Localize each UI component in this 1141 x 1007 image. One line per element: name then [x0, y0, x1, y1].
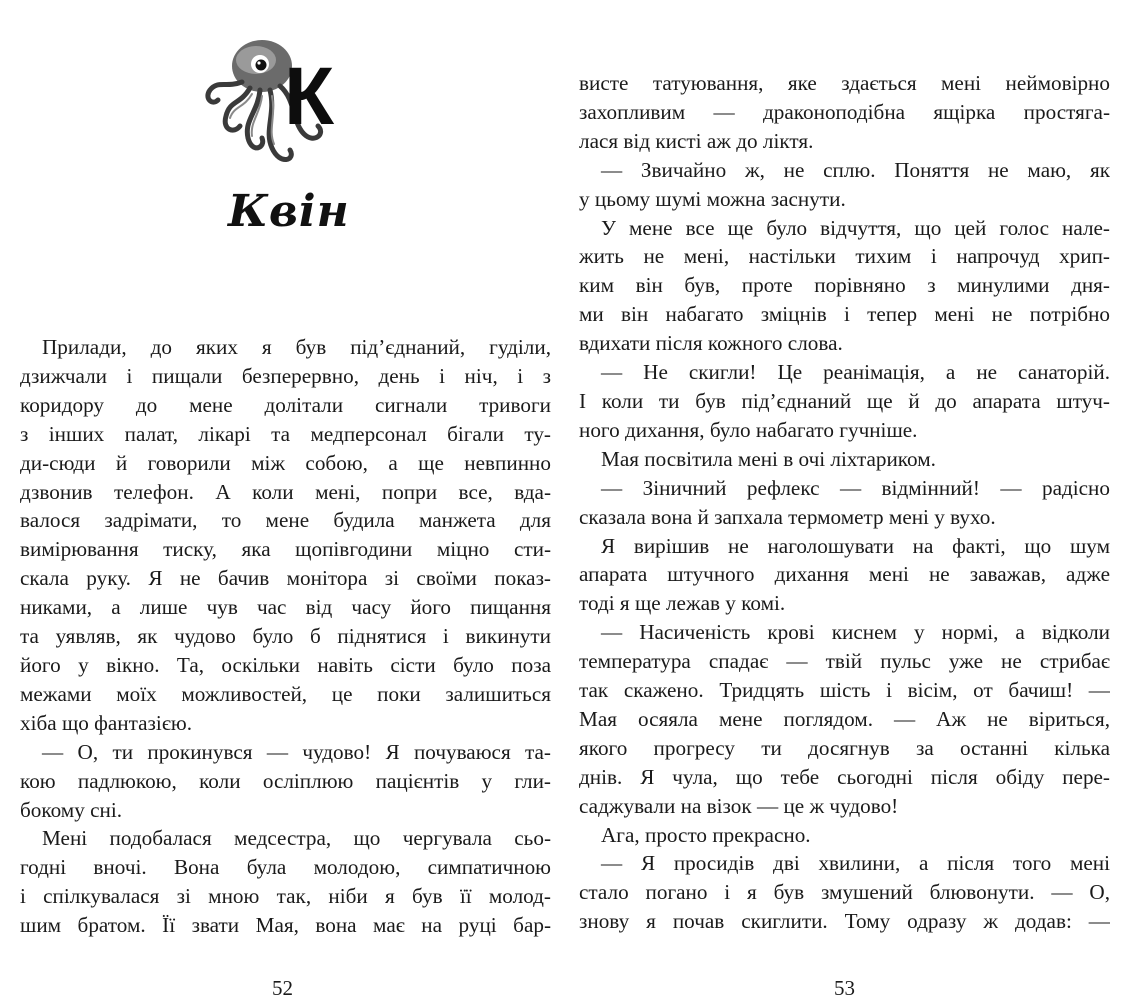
text-line: У мене все ще було відчуття, що цей голос нале- — [601, 215, 1110, 240]
text-line: шим братом. Її звати Мая, вона має на руці бар- — [20, 913, 551, 938]
text-line: ди-сюди й говорили між собою, а ще невпинно — [20, 450, 551, 475]
text-line: та уявляв, як чудово було б піднятися і викинути — [20, 624, 551, 649]
text-line: — Зіничний рефлекс — відмінний! — радісно — [601, 475, 1110, 500]
text-line: никами, а лише чув час від часу його пищання — [20, 595, 551, 620]
text-line: — Насиченість крові киснем у нормі, а відколи — [601, 620, 1110, 645]
text-line: сказала вона й запхала термометр мені у вухо. — [579, 504, 996, 529]
text-line: коридору до мене долітали сигнали тривоги — [20, 392, 551, 417]
text-line: Прилади, до яких я був під’єднаний, гуділи, — [42, 335, 551, 359]
text-line: кою падлюкою, коли осліплюю пацієнтів у гли- — [20, 768, 551, 793]
text-line: знову я почав скиглити. Тому одразу ж додав: — — [579, 909, 1110, 934]
text-line: саджували на візок — це ж чудово! — [579, 793, 899, 818]
text-line: захопливим — драконоподібна ящірка простяга- — [579, 99, 1110, 124]
text-line: Мені подобалася медсестра, що чергувала сьо- — [42, 826, 551, 851]
text-line: — Я просидів дві хвилини, а після того мені — [601, 851, 1110, 876]
text-line: І коли ти був під’єднаний ще й до апарата штуч- — [579, 388, 1110, 413]
text-line: годні вночі. Вона була молодою, симпатичною — [20, 855, 551, 880]
text-line: Мая посвітила мені в очі ліхтариком. — [601, 446, 936, 471]
text-line: валося задрімати, то мене будила манжета для — [20, 508, 551, 533]
text-line: висте татуювання, яке здається мені неймовірно — [579, 71, 1110, 95]
text-line: вимірювання тиску, яка щопівгодини міцно сти- — [20, 537, 551, 562]
text-line: — Не скигли! Це реанімація, а не санаторій. — [601, 360, 1110, 385]
text-line: — Звичайно ж, не сплю. Поняття не маю, як — [601, 157, 1110, 182]
text-line: його у вікно. Та, оскільки навіть сісти було поза — [20, 652, 551, 677]
left-page — [0, 0, 570, 1007]
text-line: ного дихання, було набагато гучніше. — [579, 417, 918, 442]
text-line: дзвонив телефон. А коли мені, попри все, вда- — [20, 479, 551, 504]
left-body-text — [20, 333, 551, 940]
text-line: Мая осяяла мене поглядом. — Аж не віриться, — [579, 706, 1110, 731]
text-line: стало погано і я був змушений блювонути. — О, — [579, 880, 1110, 905]
text-line: у цьому шумі можна заснути. — [579, 186, 846, 211]
text-line: жить не мені, настільки тихим і напрочуд хрип- — [579, 244, 1110, 269]
text-line: апарата штучного дихання мені не заважав, адже — [579, 562, 1110, 587]
text-line: дзижчали і пищали безперервно, день і ніч, і з — [20, 363, 551, 388]
text-line: так скажено. Тридцять шість і вісім, от бачиш! — — [579, 678, 1110, 703]
text-line: якого прогресу ти досягнув за останні кілька — [579, 735, 1110, 760]
chapter-title: Квін — [228, 186, 350, 237]
text-line: межами моїх можливостей, це поки залишиться — [20, 681, 551, 706]
text-line: ким він був, проте порівняно з минулими дня- — [579, 273, 1110, 298]
page-number: 52 — [272, 976, 293, 1000]
text-line: температура спадає — твій пульс уже не стрибає — [579, 649, 1110, 674]
chapter-initial: К — [284, 51, 335, 142]
right-body-text — [579, 69, 1110, 936]
right-page — [570, 0, 1141, 1007]
page-number: 53 — [834, 976, 855, 1000]
text-line: лася від кисті аж до ліктя. — [579, 128, 814, 153]
text-line: тоді я ще лежав у комі. — [579, 591, 786, 616]
text-line: бокому сні. — [20, 797, 123, 822]
text-line: Ага, просто прекрасно. — [601, 822, 811, 847]
text-line: днів. Я чула, що тебе сьогодні після обіду пере- — [579, 764, 1110, 789]
text-line: — О, ти прокинувся — чудово! Я почуваюся та- — [42, 739, 551, 764]
text-line: Я вирішив не наголошувати на факті, що шум — [601, 533, 1110, 558]
text-line: і спілкувалася зі мною так, ніби я був її молод- — [20, 884, 551, 909]
text-line: ми він набагато зміцнів і тепер мені не потрібно — [579, 302, 1110, 327]
text-line: хіба що фантазією. — [20, 710, 193, 735]
text-line: скала руку. Я не бачив монітора зі своїми показ- — [20, 566, 551, 591]
text-line: вдихати після кожного слова. — [579, 331, 843, 356]
octopus-illustration-icon — [200, 30, 380, 190]
text-line: з інших палат, лікарі та медперсонал бігали ту- — [20, 421, 551, 446]
